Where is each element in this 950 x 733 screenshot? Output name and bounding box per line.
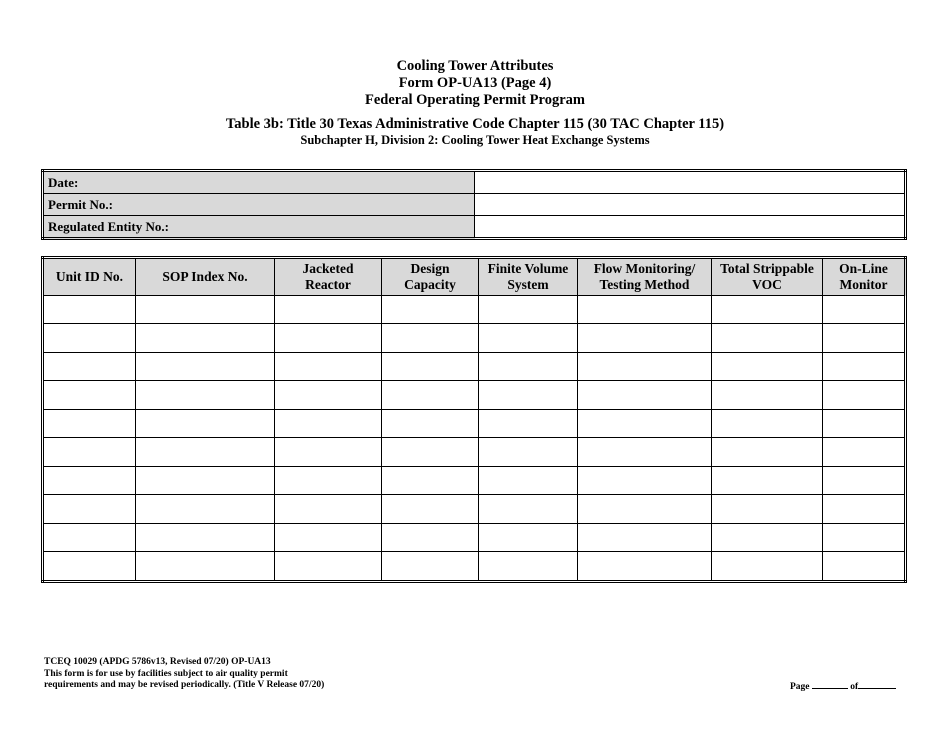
table-cell[interactable]: [479, 381, 578, 409]
table-cell[interactable]: [712, 438, 823, 466]
table-cell[interactable]: [578, 495, 712, 523]
permit-field[interactable]: [475, 194, 906, 216]
table-cell[interactable]: [823, 552, 906, 582]
table-cell[interactable]: [275, 438, 382, 466]
date-row: [43, 171, 906, 194]
table-cell[interactable]: [275, 296, 382, 324]
table-cell[interactable]: [479, 296, 578, 324]
table-cell[interactable]: [578, 381, 712, 409]
table-cell[interactable]: [43, 552, 136, 582]
table-cell[interactable]: [712, 296, 823, 324]
table-cell[interactable]: [479, 438, 578, 466]
table-cell[interactable]: [578, 324, 712, 352]
table-cell[interactable]: [275, 495, 382, 523]
table-cell[interactable]: [136, 466, 275, 494]
table-cell[interactable]: [382, 352, 479, 380]
page-total-field[interactable]: [858, 679, 896, 689]
table-cell[interactable]: [823, 466, 906, 494]
table-cell[interactable]: [479, 495, 578, 523]
table-subtitle: Subchapter H, Division 2: Cooling Tower Heat Exchange Systems: [300, 133, 650, 147]
table-cell[interactable]: [275, 381, 382, 409]
table-cell[interactable]: [43, 466, 136, 494]
table-cell[interactable]: [823, 381, 906, 409]
table-cell[interactable]: [823, 352, 906, 380]
col-header-online-monitor: On-Line Monitor: [823, 258, 906, 296]
col-header-total-strippable-voc: Total Strippable VOC: [712, 258, 823, 296]
table-cell[interactable]: [43, 296, 136, 324]
table-cell[interactable]: [823, 438, 906, 466]
table-row: [43, 438, 906, 466]
col-header-unit-id: Unit ID No.: [43, 258, 136, 296]
table-row: [43, 381, 906, 409]
cooling-tower-table: [41, 256, 907, 583]
table-cell[interactable]: [136, 438, 275, 466]
table-cell[interactable]: [712, 381, 823, 409]
table-cell[interactable]: [136, 381, 275, 409]
table-row: [43, 352, 906, 380]
table-cell[interactable]: [136, 552, 275, 582]
page-number-field[interactable]: [812, 679, 848, 689]
table-cell[interactable]: [712, 324, 823, 352]
header-row: [43, 258, 906, 296]
table-cell[interactable]: [382, 438, 479, 466]
table-cell[interactable]: [43, 381, 136, 409]
table-title: Table 3b: Title 30 Texas Administrative Code Chapter 115 (30 TAC Chapter 115): [225, 116, 725, 132]
table-cell[interactable]: [382, 324, 479, 352]
table-cell[interactable]: [43, 352, 136, 380]
page-number: [790, 679, 896, 692]
table-cell[interactable]: [712, 523, 823, 551]
table-cell[interactable]: [823, 324, 906, 352]
date-label: Date:: [43, 171, 475, 194]
table-row: [43, 324, 906, 352]
date-field[interactable]: [475, 171, 906, 194]
table-cell[interactable]: [578, 523, 712, 551]
col-header-flow-monitoring: Flow Monitoring/ Testing Method: [578, 258, 712, 296]
table-cell[interactable]: [275, 409, 382, 437]
col-header-design-capacity: Design Capacity: [382, 258, 479, 296]
table-cell[interactable]: [275, 523, 382, 551]
table-cell[interactable]: [43, 523, 136, 551]
form-title: Cooling Tower Attributes: [396, 58, 554, 74]
table-cell[interactable]: [823, 495, 906, 523]
of-label: of: [850, 682, 859, 692]
table-cell[interactable]: [136, 296, 275, 324]
table-row: [43, 466, 906, 494]
table-cell[interactable]: [712, 495, 823, 523]
permit-row: [43, 194, 906, 216]
table-cell[interactable]: [382, 552, 479, 582]
table-cell[interactable]: [712, 552, 823, 582]
table-cell[interactable]: [275, 552, 382, 582]
footer-form-id: TCEQ 10029 (APDG 5786v13, Revised 07/20) OP-UA13: [44, 657, 271, 667]
table-cell[interactable]: [43, 495, 136, 523]
table-cell[interactable]: [275, 466, 382, 494]
entity-field[interactable]: [475, 216, 906, 239]
table-cell[interactable]: [578, 438, 712, 466]
table-cell[interactable]: [136, 523, 275, 551]
table-cell[interactable]: [382, 495, 479, 523]
form-number: Form OP-UA13 (Page 4): [398, 75, 552, 91]
page-label: Page: [790, 682, 810, 692]
table-cell[interactable]: [382, 409, 479, 437]
table-cell[interactable]: [578, 552, 712, 582]
table-cell[interactable]: [479, 523, 578, 551]
table-cell[interactable]: [712, 352, 823, 380]
table-row: [43, 495, 906, 523]
table-cell[interactable]: [712, 466, 823, 494]
table-cell[interactable]: [382, 523, 479, 551]
table-cell[interactable]: [479, 352, 578, 380]
table-cell[interactable]: [43, 324, 136, 352]
table-cell[interactable]: [823, 409, 906, 437]
table-cell[interactable]: [578, 296, 712, 324]
table-cell[interactable]: [479, 552, 578, 582]
table-cell[interactable]: [43, 409, 136, 437]
table-cell[interactable]: [578, 352, 712, 380]
col-header-jacketed-reactor: Jacketed Reactor: [275, 258, 382, 296]
footer-usage-note: This form is for use by facilities subject to air quality permit: [44, 668, 288, 679]
table-cell[interactable]: [382, 466, 479, 494]
table-cell[interactable]: [479, 466, 578, 494]
table-cell[interactable]: [136, 352, 275, 380]
entity-label: Regulated Entity No.:: [43, 216, 475, 239]
table-row: [43, 523, 906, 551]
table-row: [43, 552, 906, 582]
table-row: [43, 409, 906, 437]
table-cell[interactable]: [823, 296, 906, 324]
table-cell[interactable]: [275, 352, 382, 380]
permit-info-table: [41, 169, 907, 240]
table-cell[interactable]: [479, 409, 578, 437]
footer-revision-note: requirements and may be revised periodically. (Title V Release 07/20): [44, 680, 325, 690]
col-header-sop-index: SOP Index No.: [136, 258, 275, 296]
table-cell[interactable]: [136, 409, 275, 437]
program-name: Federal Operating Permit Program: [365, 92, 585, 108]
table-row: [43, 296, 906, 324]
table-cell[interactable]: [382, 296, 479, 324]
table-cell[interactable]: [136, 495, 275, 523]
table-cell[interactable]: [712, 409, 823, 437]
table-cell[interactable]: [43, 438, 136, 466]
col-header-finite-volume: Finite Volume System: [479, 258, 578, 296]
table-cell[interactable]: [479, 324, 578, 352]
table-cell[interactable]: [382, 381, 479, 409]
entity-row: [43, 216, 906, 239]
table-cell[interactable]: [578, 466, 712, 494]
table-cell[interactable]: [275, 324, 382, 352]
table-cell[interactable]: [136, 324, 275, 352]
table-cell[interactable]: [823, 523, 906, 551]
table-cell[interactable]: [578, 409, 712, 437]
footer-notes: [44, 657, 324, 692]
permit-label: Permit No.:: [43, 194, 475, 216]
